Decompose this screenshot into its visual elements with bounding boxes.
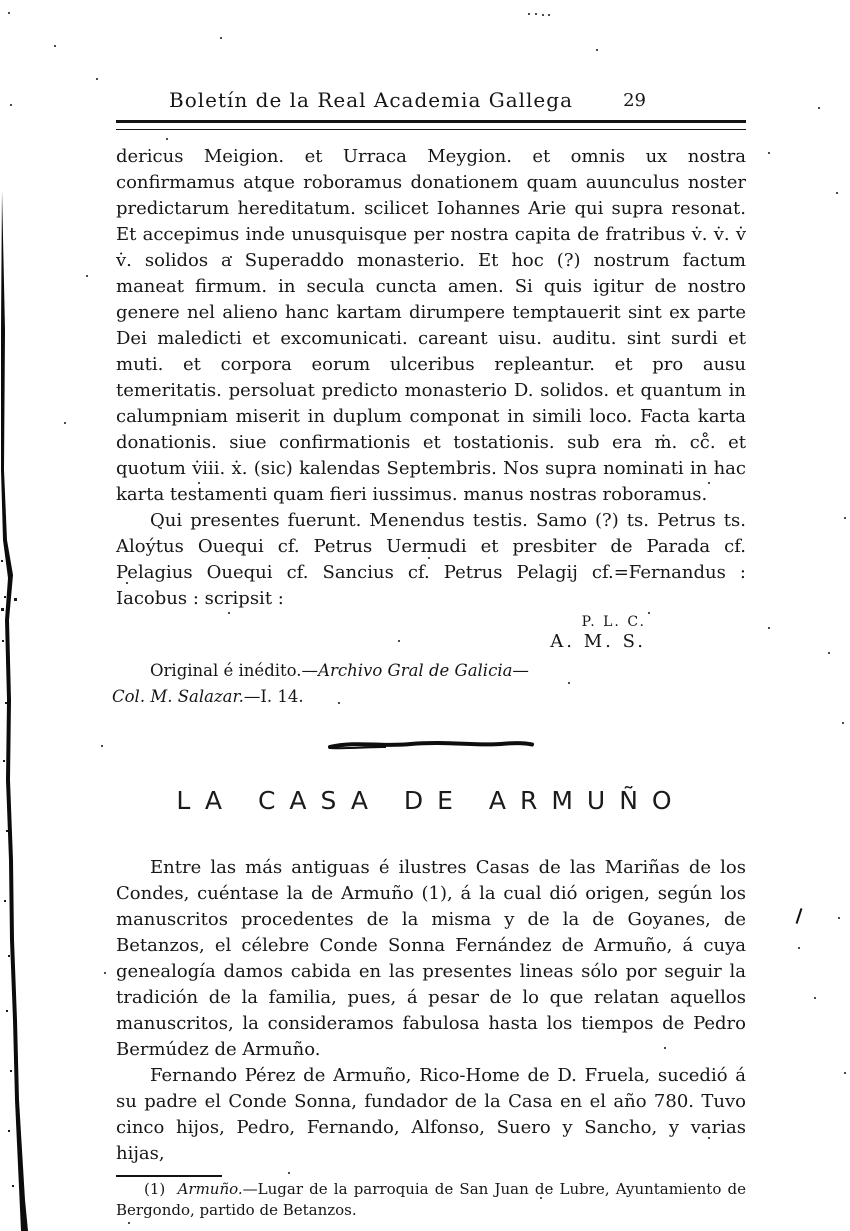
initials-plc: P. L. C. — [581, 614, 646, 630]
spanish-paragraph-1: Entre las más antiguas é ilustres Casas de las Mariñas de los Condes, cuéntase la de Armuño (1), á la cual dió origen, según los manuscritos procedentes de la misma y de la de Goyanes, de Betanzos, el célebre Conde Sonna Fernández de Armuño, á cuya genealogía damos cabida en las presentes lineas sólo por seguir la tradición de la familia, pues, á pesar de lo que relatan aquellos manuscritos, la consideramos fabulosa hasta los tiempos de Pedro Bermúdez de Armuño. — [116, 857, 746, 1060]
journal-title: Boletín de la Real Academia Gallega — [169, 88, 573, 112]
section-divider-swash — [326, 736, 536, 752]
article-title: LA CASA DE ARMUÑO — [176, 786, 686, 815]
running-head — [116, 88, 746, 118]
latin-paragraph: dericus Meigion. et Urraca Meygion. et omnis ux nostra confirmamus atque roboramus donationem quam auunculus noster predictarum hereditatum. scilicet Iohannes Arie qui supra resonat. Et accepimus inde unusquisque per nostra capita de fratribus v̇. v̇. v̇ v̇. solidos a Superaddo monasterio. Et hoc (?) nostrum factum maneat firmum. in secula cuncta amen. Si quis igitur de nostro genere nel alieno hanc kartam dirumpere temptauerit sint ex parte Dei maledicti et excomunicati. careant uisu. auditu. sint surdi et muti. et corpora eorum ulceribus repleantur. et pro ausu temeritatis. persoluat predicto monasterio D. solidos. et quantum in calumpniam miserit in duplum componat in simili loco. Facta karta donationis. siue confirmationis et tostationis. sub era ṁ. cc̊. et quotum v̇iii. ẋ. (sic) kalendas Septembris. Nos supra nominati in hac karta testamenti quam fieri iussimus. manus nostras roboramus. — [116, 146, 746, 505]
binding-edge-shadow — [0, 0, 40, 1231]
footnote-rule — [116, 1175, 222, 1177]
witness-paragraph: Qui presentes fuerunt. Menendus testis. Samo (?) ts. Petrus ts. Aloýtus Ouequi cf. Petrus Uermudi et presbiter de Parada cf. Pelagius Ouequi cf. Sancius cf. Petrus Pelagij cf.=Fernandus : Iacobus : scripsit : — [116, 510, 746, 609]
page-number: 29 — [623, 90, 646, 111]
source-note — [112, 658, 746, 710]
footnote-text: —Lugar de la parroquia de San Juan de Lubre, Ayuntamiento de Bergondo, partido de Betanzos. — [116, 1180, 746, 1219]
footnote-term: Armuño. — [177, 1180, 243, 1198]
initials-ams: A. M. S. — [550, 631, 646, 652]
source-note-line1: Original é inédito.—Archivo Gral de Galicia— — [150, 661, 529, 680]
article-body — [116, 855, 746, 1167]
spanish-paragraph-2: Fernando Pérez de Armuño, Rico-Home de D. Fruela, sucedió á su padre el Conde Sonna, fundador de la Casa en el año 780. Tuvo cinco hijos, Pedro, Fernando, Alfonso, Suero y Sancho, y varias hijas, — [116, 1065, 746, 1164]
transcriber-initials — [116, 614, 746, 652]
source-note-line2: Col. M. Salazar.—I. 14. — [112, 687, 304, 706]
header-double-rule — [116, 120, 746, 130]
footnote-marker: (1) — [144, 1180, 166, 1198]
footnote — [116, 1179, 746, 1221]
scan-scratch-mark — [796, 908, 803, 924]
text-column — [112, 88, 746, 1221]
article-charter-text — [116, 144, 746, 612]
